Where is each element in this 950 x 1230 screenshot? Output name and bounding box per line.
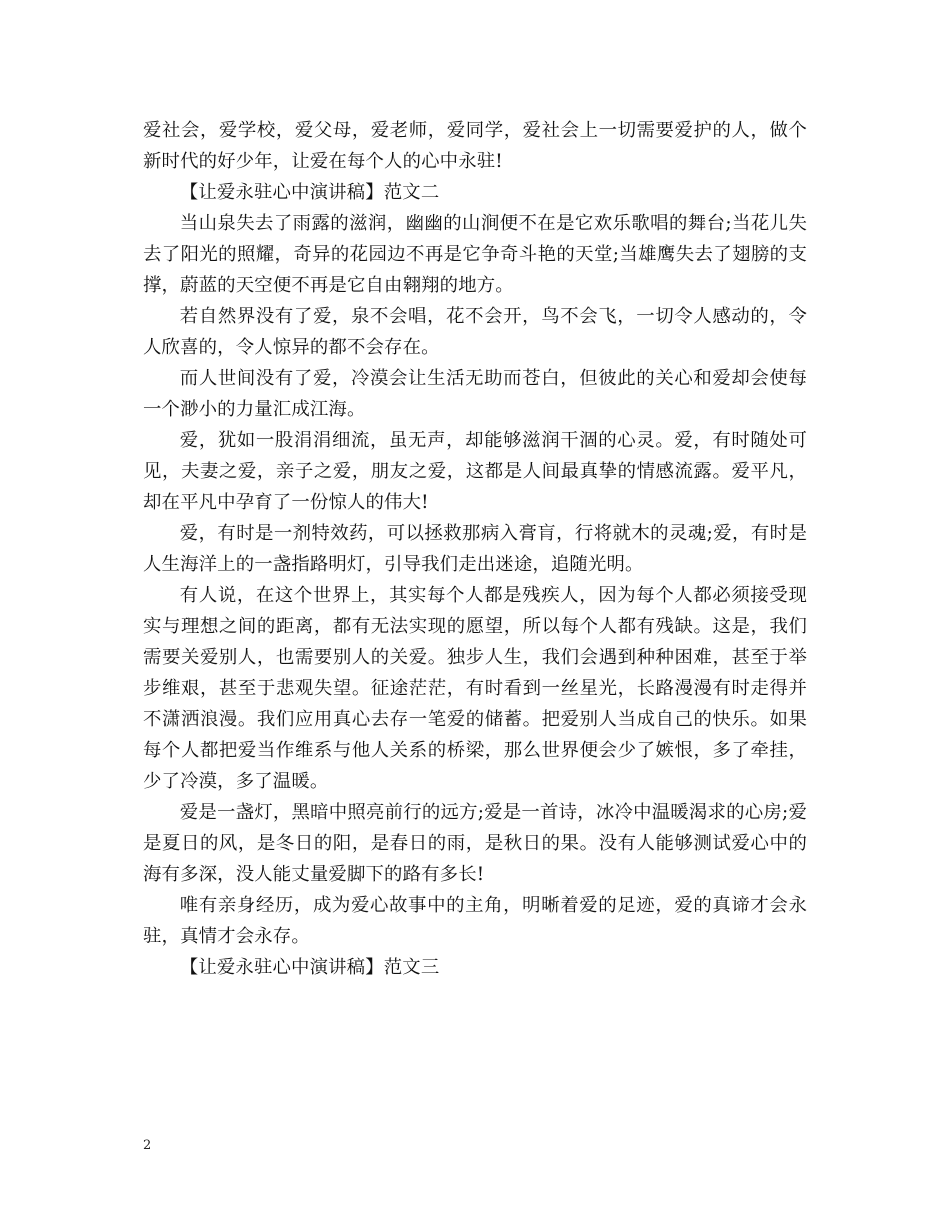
page-number: 2 [143, 1138, 152, 1153]
document-body [143, 115, 807, 983]
section-heading-sample-two: 【让爱永驻心中演讲稿】范文二 [179, 182, 440, 203]
paragraph: 有人说，在这个世界上，其实每个人都是残疾人，因为每个人都必须接受现实与理想之间的距离，都有无法实现的愿望，所以每个人都有残缺。这是，我们需要关爱别人，也需要别人的关爱。独步人生，我们会遇到种种困难，甚至于举步维艰，甚至于悲观失望。征途茫茫，有时看到一丝星光，长路漫漫有时走得并不潇洒浪漫。我们应用真心去存一笔爱的储蓄。把爱别人当成自己的快乐。如果每个人都把爱当作维系与他人关系的桥梁，那么世界便会少了嫉恨，多了牵挂，少了冷漠，多了温暖。 [143, 585, 807, 792]
paragraph: 爱，有时是一剂特效药，可以拯救那病入膏肓，行将就木的灵魂;爱，有时是人生海洋上的一盏指路明灯，引导我们走出迷途，追随光明。 [143, 523, 807, 575]
paragraph: 爱，犹如一股涓涓细流，虽无声，却能够滋润干涸的心灵。爱，有时随处可见，夫妻之爱，亲子之爱，朋友之爱，这都是人间最真挚的情感流露。爱平凡，却在平凡中孕育了一份惊人的伟大! [143, 430, 807, 513]
paragraph-continuation: 爱社会，爱学校，爱父母，爱老师，爱同学，爱社会上一切需要爱护的人，做个新时代的好少年，让爱在每个人的心中永驻! [143, 120, 807, 172]
paragraph: 而人世间没有了爱，冷漠会让生活无助而苍白，但彼此的关心和爱却会使每一个渺小的力量汇成江海。 [143, 368, 807, 420]
paragraph: 若自然界没有了爱，泉不会唱，花不会开，鸟不会飞，一切令人感动的，令人欣喜的，令人惊异的都不会存在。 [143, 306, 807, 358]
paragraph: 唯有亲身经历，成为爱心故事中的主角，明晰着爱的足迹，爱的真谛才会永驻，真情才会永存。 [143, 895, 807, 947]
paragraph: 爱是一盏灯，黑暗中照亮前行的远方;爱是一首诗，冰冷中温暖渴求的心房;爱是夏日的风，是冬日的阳，是春日的雨，是秋日的果。没有人能够测试爱心中的海有多深，没人能丈量爱脚下的路有多长! [143, 802, 807, 885]
section-heading-sample-three: 【让爱永驻心中演讲稿】范文三 [179, 957, 440, 978]
paragraph: 当山泉失去了雨露的滋润，幽幽的山涧便不在是它欢乐歌唱的舞台;当花儿失去了阳光的照耀，奇异的花园边不再是它争奇斗艳的天堂;当雄鹰失去了翅膀的支撑，蔚蓝的天空便不再是它自由翱翔的地方。 [143, 213, 807, 296]
